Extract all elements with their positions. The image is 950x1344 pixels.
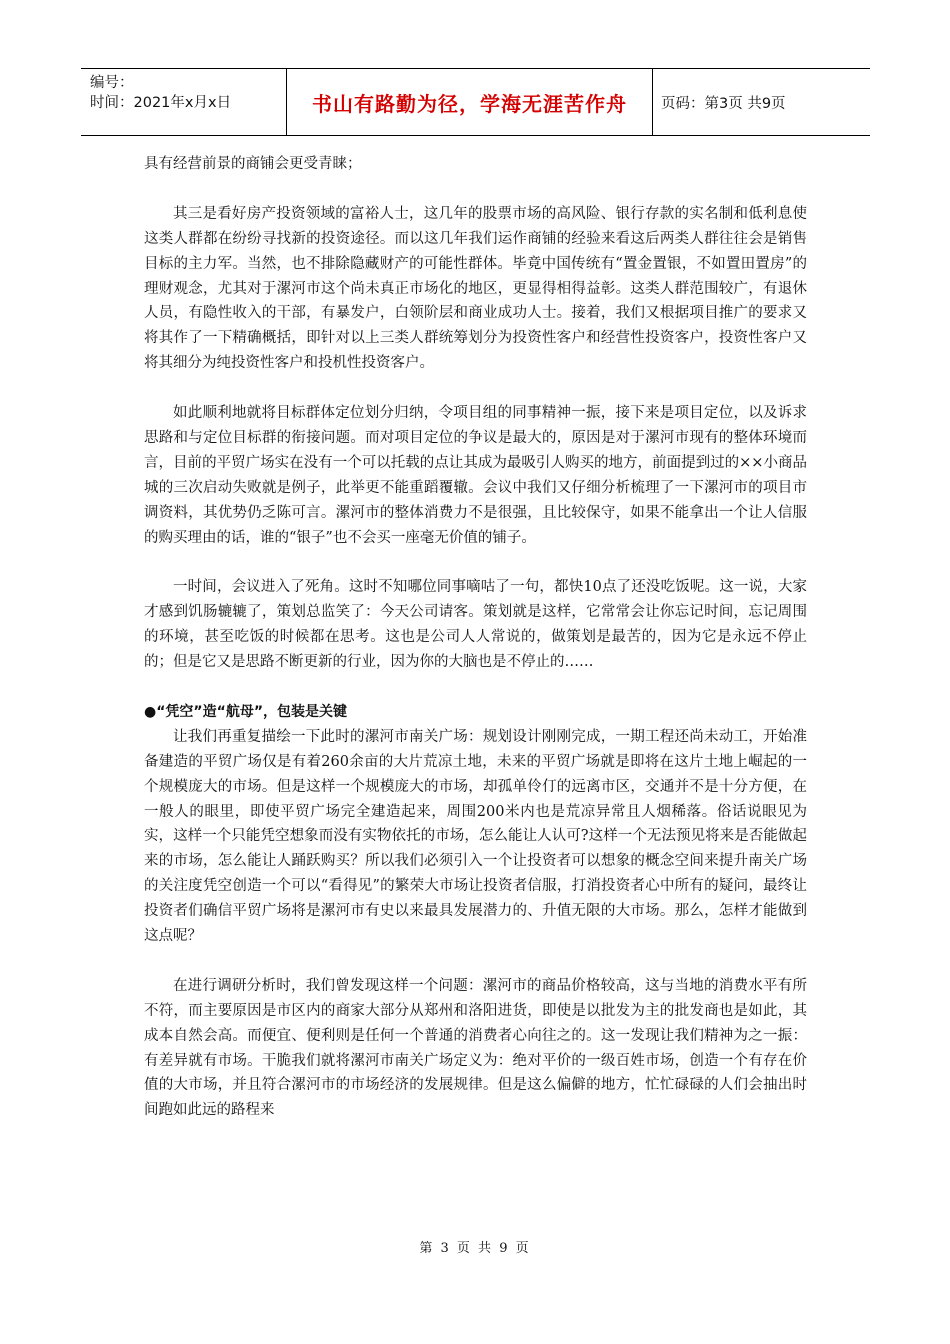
paragraph: 如此顺利地就将目标群体定位划分归纳，令项目组的同事精神一振，接下来是项目定位，以及诉求思路和与定位目标群的衔接问题。而对项目定位的争议是最大的，原因是对于漯河市现有的整体环境而言，目前的平贸广场实在没有一个可以托载的点让其成为最吸引人购买的地方，前面提到过的××小商品城的三次启动失败就是例子，此举更不能重蹈覆辙。会议中我们又仔细分析梳理了一下漯河市的项目市调资料，其优势仍乏陈可言。漯河市的整体消费力不是很强，且比较保守，如果不能拿出一个让人信服的购买理由的话，谁的“银子”也不会买一座毫无价值的铺子。: [144, 405, 807, 546]
header-meta: [81, 69, 287, 135]
page-header: [81, 68, 870, 136]
header-page-number: 页码：第3页 共9页: [661, 95, 786, 112]
document-date: 时间：2021年x月x日: [90, 95, 232, 111]
document-number: 编号：: [90, 75, 134, 91]
paragraph: 其三是看好房产投资领域的富裕人士，这几年的股票市场的高风险、银行存款的实名制和低利息使这类人群都在纷纷寻找新的投资途径。而以这几年我们运作商铺的经验来看这后两类人群往往会是销售目标的主力军。当然，也不排除隐藏财产的可能性群体。毕竟中国传统有“置金置银，不如置田置房”的理财观念，尤其对于漯河市这个尚未真正市场化的地区，更显得相得益彰。这类人群范围较广，有退休人员，有隐性收入的干部，有暴发户，白领阶层和商业成功人士。接着，我们又根据项目推广的要求又将其作了一下精确概括，即针对以上三类人群统筹划分为投资性客户和经营性投资客户，投资性客户又将其细分为纯投资性客户和投机性投资客户。: [144, 205, 807, 372]
section-heading: ●“凭空”造“航母”，包装是关键: [144, 703, 348, 720]
paragraph: 一时间，会议进入了死角。这时不知哪位同事嘀咕了一句，都快10点了还没吃饭呢。这一说，大家才感到饥肠辘辘了，策划总监笑了：今天公司请客。策划就是这样，它常常会让你忘记时间，忘记周围的环境，甚至吃饭的时候都在思考。这也是公司人人常说的，做策划是最苦的，因为它是永远不停止的；但是它又是思路不断更新的行业，因为你的大脑也是不停止的……: [144, 579, 807, 671]
paragraph: 让我们再重复描绘一下此时的漯河市南关广场：规划设计刚刚完成，一期工程还尚未动工，开始准备建造的平贸广场仅是有着260余亩的大片荒凉土地，未来的平贸广场就是即将在这片土地上崛起的一个规模庞大的市场。但是这样一个规模庞大的市场，却孤单伶仃的远离市区，交通并不是十分方便，在一般人的眼里，即使平贸广场完全建造起来，周围200米内也是荒凉异常且人烟稀落。俗话说眼见为实，这样一个只能凭空想象而没有实物依托的市场，怎么能让人认可?这样一个无法预见将来是否能做起来的市场，怎么能让人踊跃购买？所以我们必须引入一个让投资者可以想象的概念空间来提升南关广场的关注度凭空创造一个可以“看得见”的繁荣大市场让投资者信服，打消投资者心中所有的疑问，最终让投资者们确信平贸广场将是漯河市有史以来最具发展潜力的、升值无限的大市场。那么，怎样才能做到这点呢？: [144, 728, 807, 945]
header-motto: 书山有路勤为径，学海无涯苦作舟: [287, 69, 653, 135]
page-footer: 第 3 页 共 9 页: [419, 1241, 531, 1256]
paragraph: 在进行调研分析时，我们曾发现这样一个问题：漯河市的商品价格较高，这与当地的消费水平有所不符，而主要原因是市区内的商家大部分从郑州和洛阳进货，即使是以批发为主的批发商也是如此，其成本自然会高。而便宜、便利则是任何一个普通的消费者心向往之的。这一发现让我们精神为之一振：有差异就有市场。干脆我们就将漯河市南关广场定义为：绝对平价的一级百姓市场，创造一个有存在价值的大市场，并且符合漯河市的市场经济的发展规律。但是这么偏僻的地方，忙忙碌碌的人们会抽出时间跑如此远的路程来: [144, 977, 807, 1119]
paragraph: 具有经营前景的商铺会更受青睐；: [144, 156, 362, 172]
document-body: [144, 152, 807, 1148]
